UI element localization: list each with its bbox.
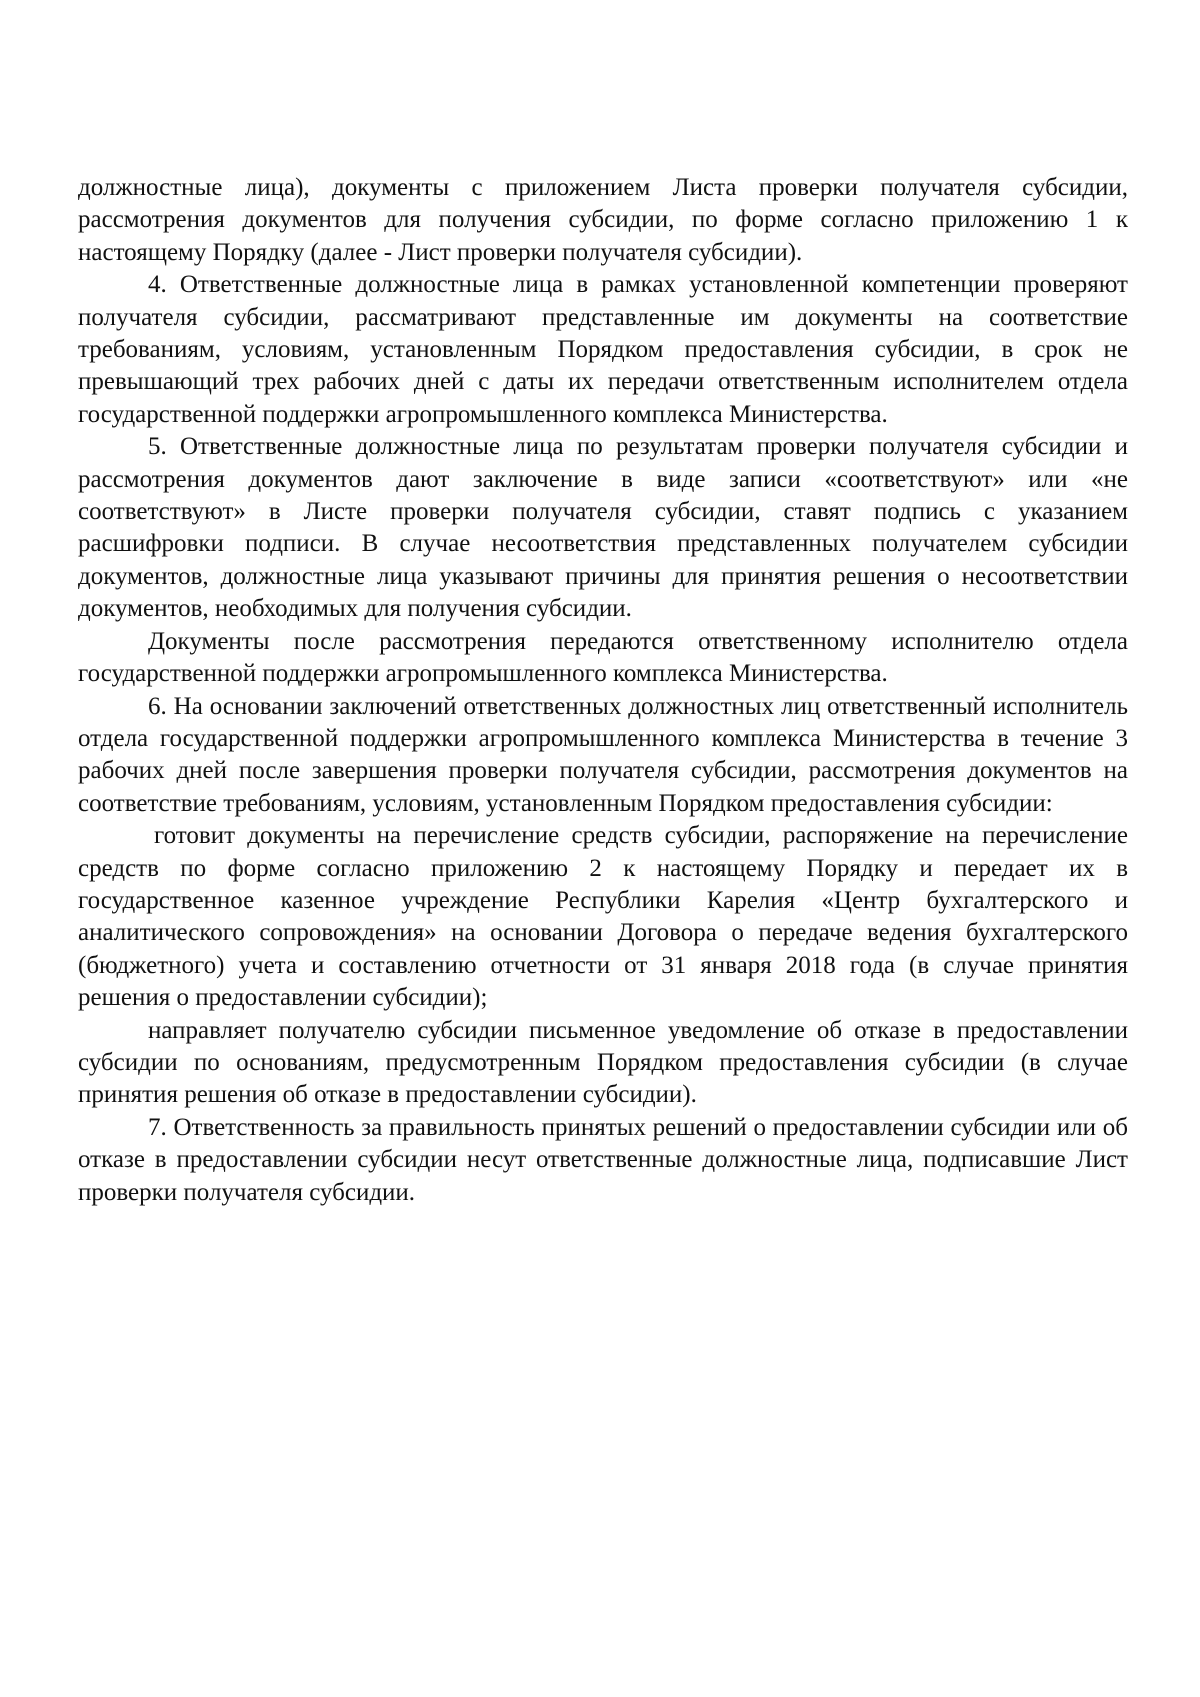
paragraph-documents-transfer: Документы после рассмотрения передаются ответственному исполнителю отдела государственной поддержки агропромышленного комплекса Министерства. <box>78 627 1128 688</box>
paragraph-prepares-documents: готовит документы на перечисление средств субсидии, распоряжение на перечисление средств по форме согласно приложению 2 к настоящему Порядку и передает их в государственное казенное учреждение Республики Карелия «Центр бухгалтерского и аналитического сопровождения» на основании Договора о передаче ведения бухгалтерского (бюджетного) учета и составлению отчетности от 31 января 2018 года (в случае принятия решения о предоставлении субсидии); <box>78 822 1128 1012</box>
paragraph-item-6: 6. На основании заключений ответственных должностных лиц ответственный исполнитель отдела государственной поддержки агропромышленного комплекса Министерства в течение 3 рабочих дней после завершения проверки получателя субсидии, рассмотрения документов на соответствие требованиям, условиям, установленным Порядком предоставления субсидии: <box>78 692 1128 817</box>
paragraph-continuation: должностные лица), документы с приложением Листа проверки получателя субсидии, рассмотрения документов для получения субсидии, по форме согласно приложению 1 к настоящему Порядку (далее - Лист проверки получателя субсидии). <box>78 174 1128 266</box>
paragraph-item-5: 5. Ответственные должностные лица по результатам проверки получателя субсидии и рассмотрения документов дают заключение в виде записи «соответствуют» или «не соответствуют» в Листе проверки получателя субсидии, ставят подпись с указанием расшифровки подписи. В случае несоответствия представленных получателем субсидии документов, должностные лица указывают причины для принятия решения о несоответствии документов, необходимых для получения субсидии. <box>78 433 1128 623</box>
paragraph-sends-notice: направляет получателю субсидии письменное уведомление об отказе в предоставлении субсидии по основаниям, предусмотренным Порядком предоставления субсидии (в случае принятия решения об отказе в предоставлении субсидии). <box>78 1016 1128 1109</box>
paragraph-item-4: 4. Ответственные должностные лица в рамках установленной компетенции проверяют получателя субсидии, рассматривают представленные им документы на соответствие требованиям, условиям, установленным Порядком предоставления субсидии, в срок не превышающий трех рабочих дней с даты их передачи ответственным исполнителем отдела государственной поддержки агропромышленного комплекса Министерства. <box>78 271 1128 428</box>
paragraph-item-7: 7. Ответственность за правильность принятых решений о предоставлении субсидии или об отказе в предоставлении субсидии несут ответственные должностные лица, подписавшие Лист проверки получателя субсидии. <box>78 1113 1128 1206</box>
document-body <box>78 172 1128 1209</box>
